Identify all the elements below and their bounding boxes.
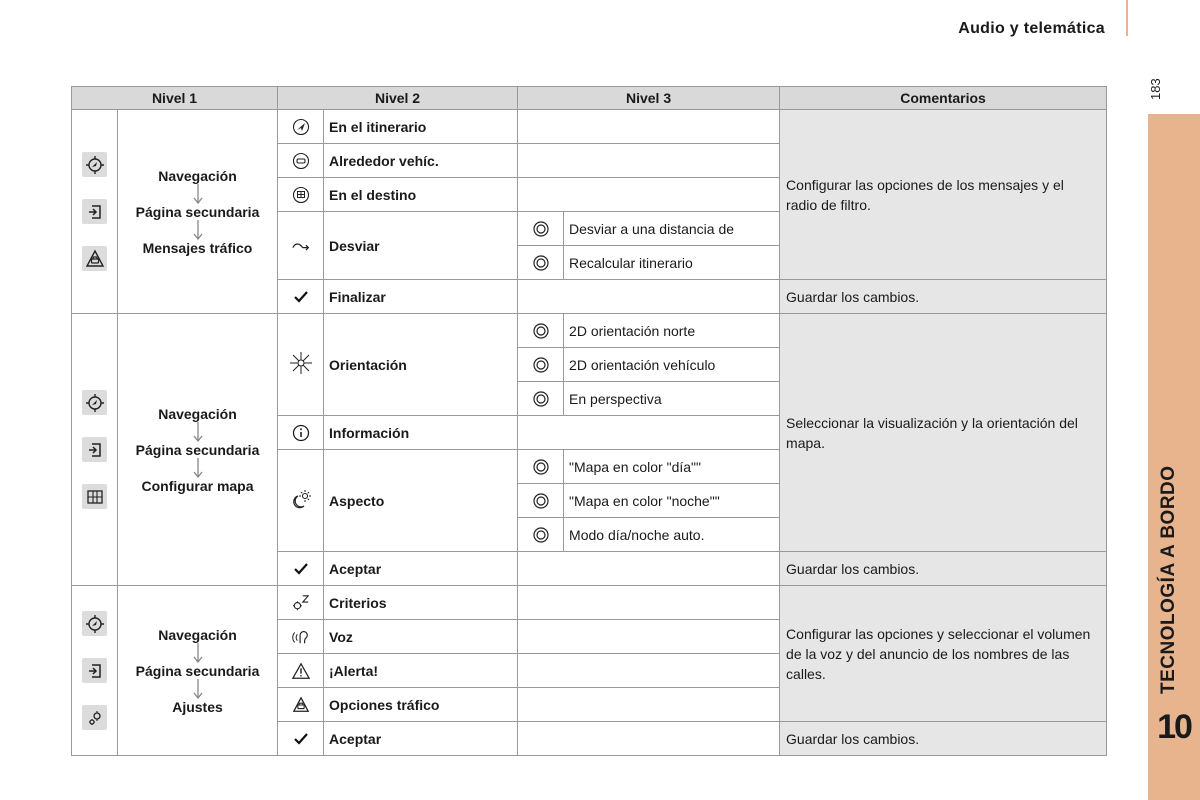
alert-icon xyxy=(278,654,324,688)
level1-path xyxy=(118,110,278,314)
level1-path xyxy=(118,586,278,756)
path-step-navegacion: Navegación xyxy=(158,405,237,422)
comment-cell: Configurar las opciones y seleccionar el volumen de la voz y del anuncio de los nombres de las calles. xyxy=(780,586,1107,722)
nivel3-empty xyxy=(518,552,780,586)
nivel2-label: Aceptar xyxy=(324,552,518,586)
around-vehicle-icon xyxy=(278,144,324,178)
nivel3-empty xyxy=(518,688,780,722)
traffic-warning-icon xyxy=(278,688,324,722)
nivel2-label: En el itinerario xyxy=(324,110,518,144)
nivel2-label: En el destino xyxy=(324,178,518,212)
nivel2-label: Desviar xyxy=(324,212,518,280)
criteria-icon xyxy=(278,586,324,620)
nivel2-label: Voz xyxy=(324,620,518,654)
section-title: TECNOLOGÍA A BORDO xyxy=(1158,465,1179,694)
path-step-ajustes: Ajustes xyxy=(172,698,223,715)
arrow-down-icon xyxy=(193,458,203,478)
path-step-secundaria: Página secundaria xyxy=(135,203,260,220)
comment-cell: Configurar las opciones de los mensajes y el radio de filtro. xyxy=(780,110,1107,280)
header-divider xyxy=(1126,0,1128,36)
nivel3-empty xyxy=(518,654,780,688)
header-nivel1: Nivel 1 xyxy=(72,87,278,110)
detour-icon xyxy=(278,212,324,280)
option-radio-icon xyxy=(518,518,564,552)
nivel2-label: ¡Alerta! xyxy=(324,654,518,688)
nivel2-label: Orientación xyxy=(324,314,518,416)
option-radio-icon xyxy=(518,246,564,280)
nivel2-label: Alrededor vehíc. xyxy=(324,144,518,178)
nivel3-empty xyxy=(518,620,780,654)
page-number-text: 183 xyxy=(1148,78,1163,100)
compass-icon xyxy=(278,314,324,416)
comment-cell: Seleccionar la visualización y la orientación del mapa. xyxy=(780,314,1107,552)
option-radio-icon xyxy=(518,450,564,484)
settings-icon xyxy=(82,705,107,730)
level1-path xyxy=(118,314,278,586)
nivel3-label: "Mapa en color "noche"" xyxy=(564,484,780,518)
save-comment: Guardar los cambios. xyxy=(780,722,1107,756)
nivel3-empty xyxy=(518,280,780,314)
check-icon xyxy=(278,280,324,314)
arrow-down-icon xyxy=(193,220,203,240)
nivel2-label: Aceptar xyxy=(324,722,518,756)
save-comment: Guardar los cambios. xyxy=(780,280,1107,314)
navigation-icon xyxy=(82,152,107,177)
check-icon xyxy=(278,552,324,586)
path-step-mensajes: Mensajes tráfico xyxy=(142,239,253,256)
nivel2-label: Opciones tráfico xyxy=(324,688,518,722)
map-icon xyxy=(82,484,107,509)
arrow-down-icon xyxy=(193,643,203,663)
nivel3-empty xyxy=(518,722,780,756)
level1-icons xyxy=(72,586,118,756)
option-radio-icon xyxy=(518,212,564,246)
table-row xyxy=(72,314,1107,348)
voice-icon xyxy=(278,620,324,654)
page-number xyxy=(1148,74,1162,104)
option-radio-icon xyxy=(518,484,564,518)
chapter-number: 10 xyxy=(1157,708,1191,746)
navigation-icon xyxy=(82,390,107,415)
option-radio-icon xyxy=(518,314,564,348)
submenu-icon xyxy=(82,437,107,462)
navigation-icon xyxy=(82,611,107,636)
nivel2-label: Finalizar xyxy=(324,280,518,314)
path-step-navegacion: Navegación xyxy=(158,167,237,184)
traffic-warning-icon xyxy=(82,246,107,271)
table-header-row xyxy=(72,87,1107,110)
destination-flag-icon xyxy=(278,178,324,212)
arrow-down-icon xyxy=(193,184,203,204)
header-title: Audio y telemática xyxy=(958,20,1105,37)
save-comment: Guardar los cambios. xyxy=(780,552,1107,586)
option-radio-icon xyxy=(518,348,564,382)
nivel2-label: Criterios xyxy=(324,586,518,620)
day-night-icon xyxy=(278,450,324,552)
nivel2-label: Información xyxy=(324,416,518,450)
nivel3-label: Recalcular itinerario xyxy=(564,246,780,280)
nivel3-empty xyxy=(518,416,780,450)
table-row xyxy=(72,586,1107,620)
nivel3-empty xyxy=(518,586,780,620)
nivel3-label: "Mapa en color "día"" xyxy=(564,450,780,484)
nivel3-empty xyxy=(518,110,780,144)
level1-icons xyxy=(72,314,118,586)
submenu-icon xyxy=(82,199,107,224)
arrow-down-icon xyxy=(193,679,203,699)
nivel3-label: Desviar a una distancia de xyxy=(564,212,780,246)
header-comentarios: Comentarios xyxy=(780,87,1107,110)
path-step-navegacion: Navegación xyxy=(158,626,237,643)
nivel3-empty xyxy=(518,178,780,212)
nivel3-label: 2D orientación vehículo xyxy=(564,348,780,382)
nivel3-label: En perspectiva xyxy=(564,382,780,416)
nivel3-label: Modo día/noche auto. xyxy=(564,518,780,552)
header-nivel3: Nivel 3 xyxy=(518,87,780,110)
level1-icons xyxy=(72,110,118,314)
arrow-down-icon xyxy=(193,422,203,442)
path-step-secundaria: Página secundaria xyxy=(135,441,260,458)
info-icon xyxy=(278,416,324,450)
chapter-tab xyxy=(1148,114,1200,800)
nivel2-label: Aspecto xyxy=(324,450,518,552)
option-radio-icon xyxy=(518,382,564,416)
menu-table xyxy=(71,86,1107,756)
path-step-mapa: Configurar mapa xyxy=(141,477,254,494)
header-nivel2: Nivel 2 xyxy=(278,87,518,110)
nivel3-label: 2D orientación norte xyxy=(564,314,780,348)
submenu-icon xyxy=(82,658,107,683)
nivel3-empty xyxy=(518,144,780,178)
check-icon xyxy=(278,722,324,756)
path-step-secundaria: Página secundaria xyxy=(135,662,260,679)
itinerary-icon xyxy=(278,110,324,144)
table-row xyxy=(72,110,1107,144)
